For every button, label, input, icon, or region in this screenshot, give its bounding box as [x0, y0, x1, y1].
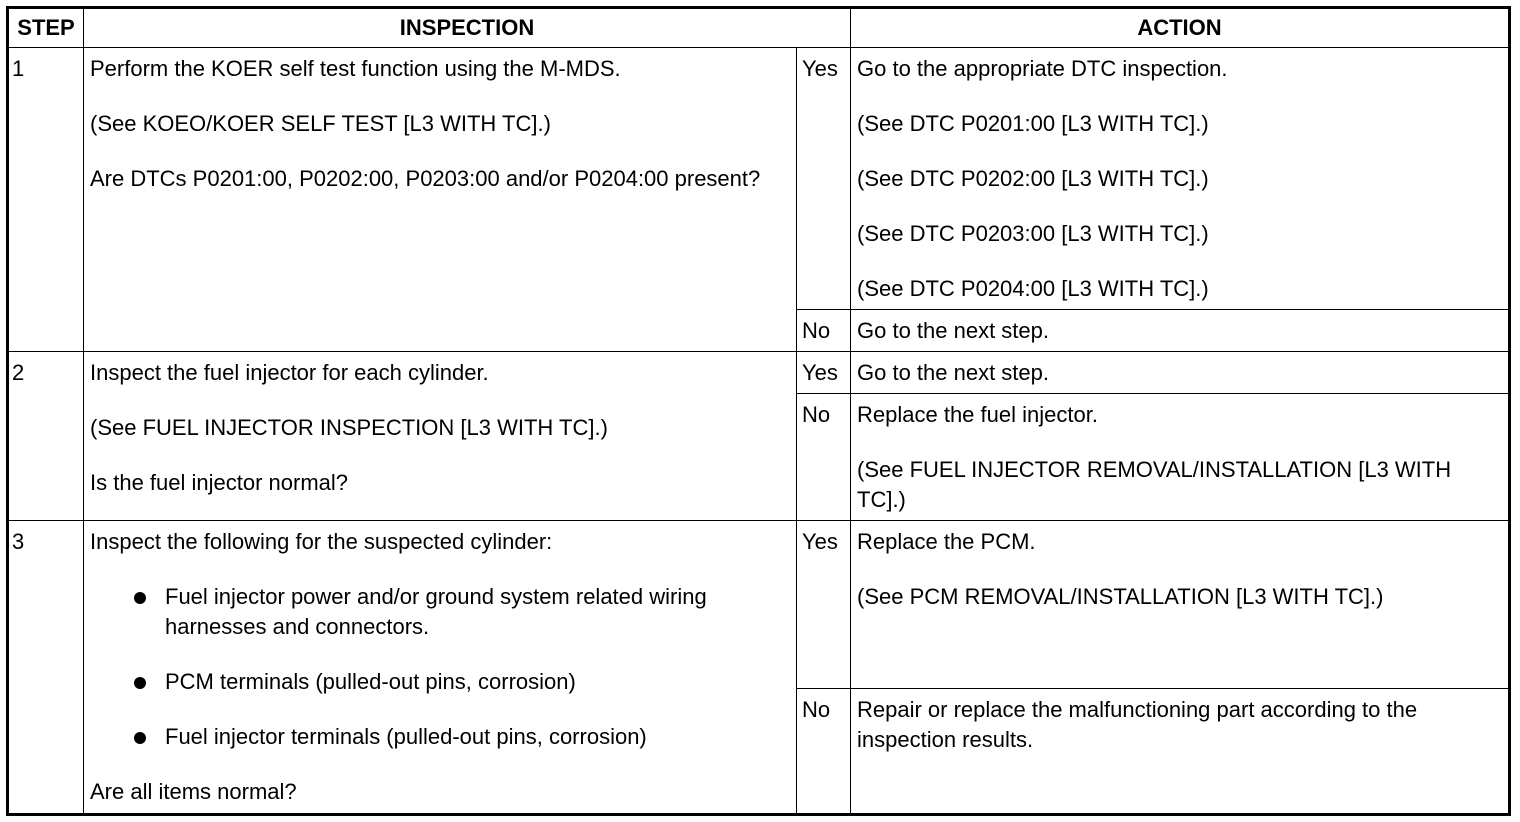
step-1-yes-row: [8, 48, 1510, 310]
inspection-bullet-list: [90, 582, 788, 752]
step-3-yes-action: [851, 521, 1510, 689]
action-text: Replace the PCM.: [857, 529, 1036, 554]
action-text: Go to the next step.: [857, 318, 1050, 343]
inspection-text: Inspect the fuel injector for each cylinder.: [90, 360, 489, 385]
action-reference: (See DTC P0203:00 [L3 WITH TC].): [857, 221, 1209, 246]
action-reference: (See DTC P0202:00 [L3 WITH TC].): [857, 166, 1209, 191]
bullet-text: Fuel injector terminals (pulled-out pins, corrosion): [165, 724, 647, 749]
action-text: Repair or replace the malfunctioning part according to the inspection results.: [857, 697, 1418, 752]
header-inspection: INSPECTION: [84, 8, 851, 48]
bullet-text: PCM terminals (pulled-out pins, corrosion): [165, 669, 576, 694]
inspection-text: Inspect the following for the suspected cylinder:: [90, 529, 553, 554]
bullet-text: Fuel injector power and/or ground system related wiring harnesses and connectors.: [165, 584, 707, 639]
step-2-yes-action: [851, 352, 1510, 394]
action-reference: (See DTC P0204:00 [L3 WITH TC].): [857, 276, 1209, 301]
bullet-dot-icon: [134, 592, 146, 604]
step-3-yes-row: [8, 521, 1510, 689]
action-text: Replace the fuel injector.: [857, 402, 1098, 427]
action-reference: (See PCM REMOVAL/INSTALLATION [L3 WITH TC].): [857, 584, 1384, 609]
inspection-text: Perform the KOER self test function using the M-MDS.: [90, 56, 621, 81]
step-3-inspection: [84, 521, 797, 815]
action-reference: (See DTC P0201:00 [L3 WITH TC].): [857, 111, 1209, 136]
inspection-reference: (See FUEL INJECTOR INSPECTION [L3 WITH TC].): [90, 415, 608, 440]
no-label: No: [797, 689, 851, 815]
bullet-dot-icon: [134, 677, 146, 689]
action-reference: (See FUEL INJECTOR REMOVAL/INSTALLATION [L3 WITH TC].): [857, 457, 1452, 512]
header-row: [8, 8, 1510, 48]
action-text: Go to the next step.: [857, 360, 1050, 385]
step-number: 3: [8, 521, 84, 815]
step-2-no-action: [851, 394, 1510, 521]
yes-label: Yes: [797, 352, 851, 394]
diagnostic-procedure-table: [6, 6, 1511, 816]
yes-label: Yes: [797, 521, 851, 689]
inspection-question: Are all items normal?: [90, 779, 297, 804]
yes-label: Yes: [797, 48, 851, 310]
bullet-item: [90, 667, 788, 697]
inspection-question: Are DTCs P0201:00, P0202:00, P0203:00 and/or P0204:00 present?: [90, 166, 761, 191]
step-number: 1: [8, 48, 84, 352]
bullet-item: [90, 582, 788, 642]
bullet-item: [90, 722, 788, 752]
inspection-reference: (See KOEO/KOER SELF TEST [L3 WITH TC].): [90, 111, 551, 136]
inspection-question: Is the fuel injector normal?: [90, 470, 349, 495]
step-number: 2: [8, 352, 84, 521]
step-1-inspection: [84, 48, 797, 352]
action-text: Go to the appropriate DTC inspection.: [857, 56, 1228, 81]
no-label: No: [797, 394, 851, 521]
header-action: ACTION: [851, 8, 1510, 48]
step-1-no-action: [851, 310, 1510, 352]
step-2-yes-row: [8, 352, 1510, 394]
step-2-inspection: [84, 352, 797, 521]
no-label: No: [797, 310, 851, 352]
header-step: STEP: [8, 8, 84, 48]
step-1-yes-action: [851, 48, 1510, 310]
step-3-no-action: [851, 689, 1510, 815]
bullet-dot-icon: [134, 732, 146, 744]
